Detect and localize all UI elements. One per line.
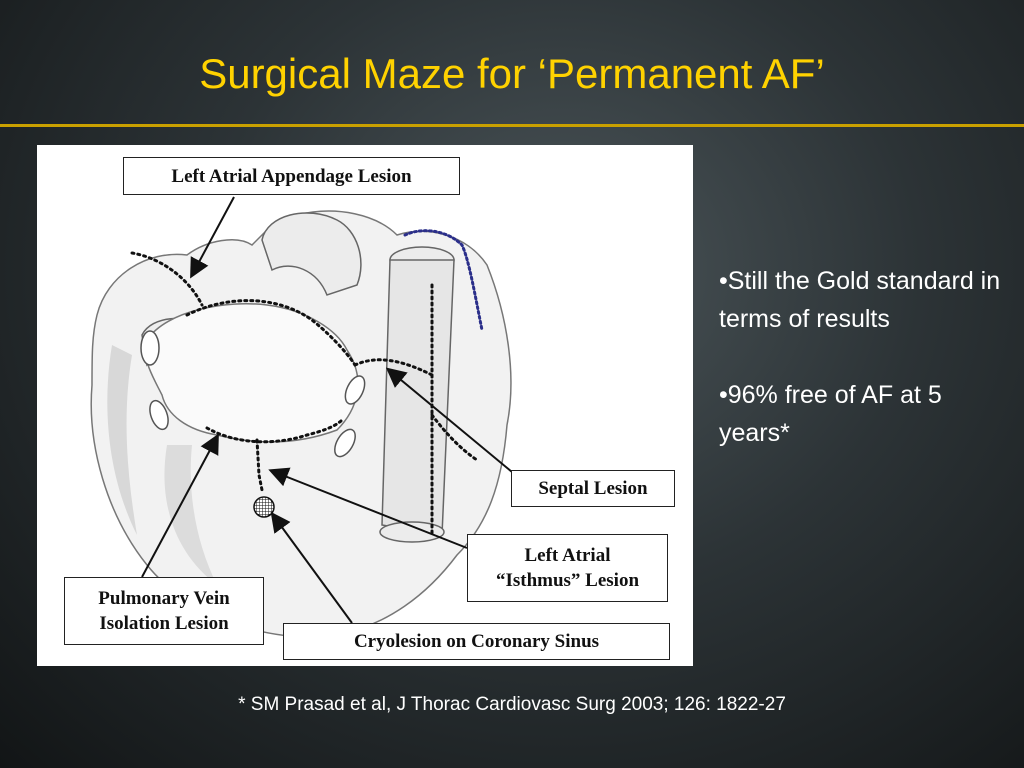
label-left-atrial-appendage-lesion: Left Atrial Appendage Lesion (123, 157, 460, 195)
label-isthmus-line1: Left Atrial (524, 545, 611, 566)
bullet-af-free-rate: •96% free of AF at 5 years* (719, 381, 942, 447)
label-isthmus-line2: “Isthmus” Lesion (495, 570, 640, 591)
label-left-atrial-isthmus-lesion (467, 534, 668, 602)
slide-title: Surgical Maze for ‘Permanent AF’ (199, 50, 825, 97)
heart-diagram (37, 145, 693, 666)
label-pv-line2: Isolation Lesion (99, 613, 229, 634)
label-pv-line1: Pulmonary Vein (98, 588, 230, 609)
label-pulmonary-vein-isolation-lesion (64, 577, 264, 645)
citation-footnote: * SM Prasad et al, J Thorac Cardiovasc Surg 2003; 126: 1822-27 (238, 694, 786, 715)
bullet-gold-standard: •Still the Gold standard in terms of results (719, 267, 1001, 333)
label-septal-lesion: Septal Lesion (511, 470, 675, 507)
title-divider (0, 124, 1024, 127)
label-cryolesion-coronary-sinus: Cryolesion on Coronary Sinus (283, 623, 670, 660)
cryolesion-patch (254, 497, 274, 517)
bullet-list (719, 262, 1019, 490)
